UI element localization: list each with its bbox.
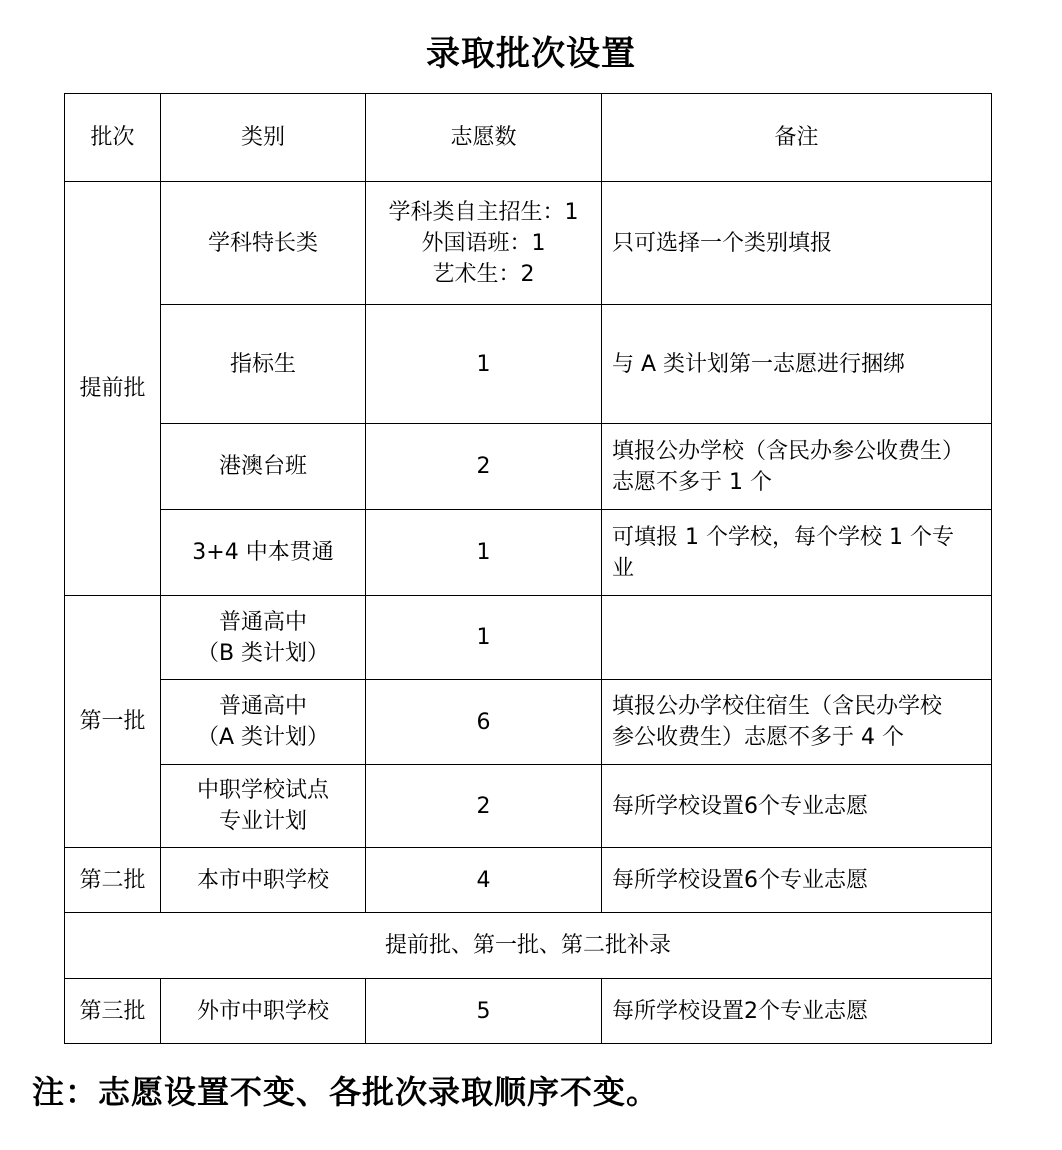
note-cell: 每所学校设置6个专业志愿 — [602, 765, 992, 848]
count-cell: 6 — [366, 680, 602, 765]
table-row — [65, 979, 992, 1044]
header-count: 志愿数 — [366, 94, 602, 182]
category-cell: 外市中职学校 — [161, 979, 366, 1044]
header-batch: 批次 — [65, 94, 161, 182]
note-cell: 与 A 类计划第一志愿进行捆绑 — [602, 305, 992, 424]
count-cell: 5 — [366, 979, 602, 1044]
category-cell: 港澳台班 — [161, 424, 366, 510]
footnote: 注：志愿设置不变、各批次录取顺序不变。 — [32, 1073, 660, 1111]
header-category: 类别 — [161, 94, 366, 182]
count-cell: 1 — [366, 510, 602, 596]
count-cell: 4 — [366, 848, 602, 913]
merged-cell: 提前批、第一批、第二批补录 — [65, 913, 992, 979]
note-cell — [602, 596, 992, 680]
table-row-merged — [65, 913, 992, 979]
note-cell: 填报公办学校住宿生（含民办学校 参公收费生）志愿不多于 4 个 — [602, 680, 992, 765]
batch-cell: 第二批 — [65, 848, 161, 913]
category-cell: 本市中职学校 — [161, 848, 366, 913]
note-cell: 每所学校设置6个专业志愿 — [602, 848, 992, 913]
table-row — [65, 182, 992, 305]
note-cell: 每所学校设置2个专业志愿 — [602, 979, 992, 1044]
batch-settings-table — [64, 93, 992, 1044]
header-note: 备注 — [602, 94, 992, 182]
note-cell: 填报公办学校（含民办参公收费生） 志愿不多于 1 个 — [602, 424, 992, 510]
table-row — [65, 680, 992, 765]
count-cell: 1 — [366, 596, 602, 680]
table-header-row — [65, 94, 992, 182]
table-row — [65, 848, 992, 913]
table-row — [65, 596, 992, 680]
note-cell: 只可选择一个类别填报 — [602, 182, 992, 305]
category-cell: 指标生 — [161, 305, 366, 424]
note-cell: 可填报 1 个学校，每个学校 1 个专 业 — [602, 510, 992, 596]
count-cell: 2 — [366, 765, 602, 848]
category-cell: 普通高中 （A 类计划） — [161, 680, 366, 765]
batch-cell: 第三批 — [65, 979, 161, 1044]
category-cell: 学科特长类 — [161, 182, 366, 305]
category-cell: 3+4 中本贯通 — [161, 510, 366, 596]
table-row — [65, 424, 992, 510]
category-cell: 中职学校试点 专业计划 — [161, 765, 366, 848]
page-title: 录取批次设置 — [426, 34, 636, 74]
count-cell: 学科类自主招生：1 外国语班：1 艺术生：2 — [366, 182, 602, 305]
count-cell: 2 — [366, 424, 602, 510]
table-row — [65, 510, 992, 596]
category-cell: 普通高中 （B 类计划） — [161, 596, 366, 680]
batch-cell: 第一批 — [65, 596, 161, 848]
count-cell: 1 — [366, 305, 602, 424]
batch-cell: 提前批 — [65, 182, 161, 596]
table-row — [65, 765, 992, 848]
table-row — [65, 305, 992, 424]
